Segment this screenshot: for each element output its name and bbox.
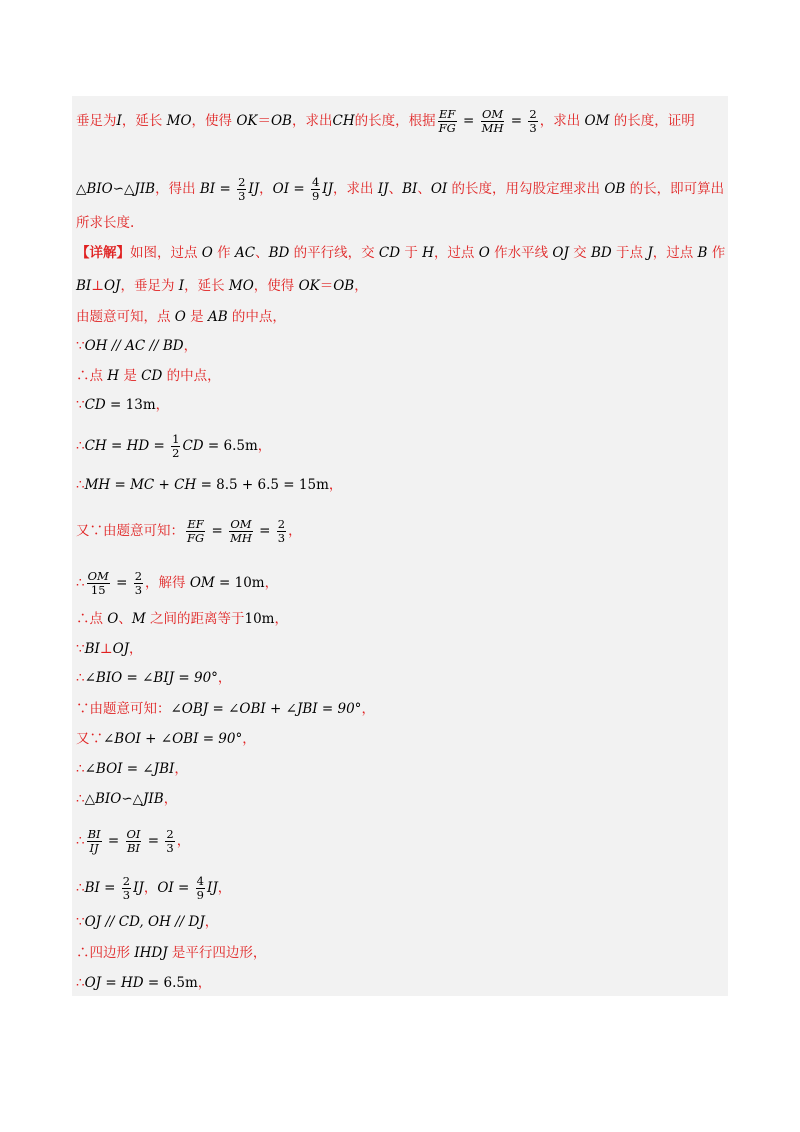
text-run: OJ [84,975,102,991]
fraction-numerator: BI [87,827,101,841]
text-run: ＝ [257,113,271,129]
text-run: = [289,181,309,197]
fraction-numerator: 4 [311,175,320,189]
text-line [76,277,368,295]
text-run: ，延长 [121,113,167,129]
fraction [122,875,131,902]
fraction [165,828,174,855]
fraction [277,518,286,545]
text-run: = 6.5m [203,438,258,454]
fraction-numerator: OM [230,517,252,531]
text-run: = 8.5 + 6.5 = 15m [196,477,329,493]
text-line [76,308,286,326]
text-run: I [116,113,122,129]
text-run: ，过点 [652,245,698,261]
text-run: 10m [244,611,275,627]
text-run: ∠BIO = ∠BIJ = 90° [84,670,218,686]
text-run: ，求出 [291,113,333,129]
fraction-denominator: BI [126,841,140,855]
solution-panel [72,96,728,996]
text-run: 垂足为 [76,113,117,129]
text-run: ∴ [76,670,85,686]
text-run: 作 [212,245,235,261]
text-line [76,476,342,494]
text-line [76,396,169,414]
fraction [87,828,102,855]
text-line [76,640,143,658]
text-run: 又∵ [76,731,103,747]
fraction [481,108,505,135]
text-run: 是 [119,368,142,384]
text-run: ，求出 [539,113,585,129]
fraction-denominator: MH [481,121,504,135]
text-run: O [107,611,119,627]
fraction-numerator: 2 [238,175,246,189]
text-run: = [99,880,120,896]
text-run: 的长度，证明 [609,113,695,129]
text-run: O [174,309,186,325]
text-run: ∠BOI = ∠JBI [84,761,175,777]
fraction [196,875,205,902]
text-run: CD [378,245,401,261]
text-run: ∴ [76,791,85,807]
text-run: △ [84,791,95,807]
text-run: OJ [103,278,121,294]
text-run: ∽ [121,791,133,807]
text-run: ∴ [76,438,85,454]
text-run: = 6.5m [143,975,198,991]
text-run: IJ [377,181,389,197]
text-run: BD [590,245,612,261]
text-run: IHDJ [134,945,168,961]
text-run: = [103,833,124,849]
text-run: ∴ [76,975,85,991]
text-line [76,700,375,718]
text-run: ∴ [76,477,85,493]
text-run: 的中点， [162,368,221,384]
text-run: ， [217,670,232,686]
text-line [76,790,177,808]
text-run: 又∵由题意可知： [76,523,184,539]
text-line [76,337,197,355]
text-run: CD [141,368,163,384]
text-line [76,974,211,992]
text-run: CH [84,438,107,454]
fraction-denominator: 3 [166,841,174,855]
text-run: ∵ [76,914,85,930]
text-run: ∽ [112,181,125,197]
text-line [76,610,288,628]
text-run: ， [174,761,188,777]
text-run: ， [354,278,368,294]
text-run: OJ [112,641,130,657]
text-run: OM [189,575,215,591]
text-run: IJ [322,181,334,197]
text-run: = [111,575,132,591]
text-run: OJ // CD, OH // DJ [84,914,205,930]
text-run: I [178,278,185,294]
text-run: ∴ [76,833,85,849]
text-run: ，求出 [333,181,378,197]
text-run: 的长度，根据 [354,113,436,129]
fraction [438,108,457,135]
text-run: HD [120,975,144,991]
text-run: + [154,477,175,493]
fraction-numerator: EF [187,517,204,531]
text-run: 的长度，用勾股定理求出 [447,181,605,197]
text-run: ， [361,701,375,717]
text-run: △ [124,181,135,197]
text-run: 的长，即可算出 [625,181,725,197]
text-line [76,730,256,748]
text-run: ， [204,914,219,930]
text-run: = 13m [105,397,156,413]
text-run: = [173,880,194,896]
text-run: H [107,368,120,384]
text-run: MH [84,477,111,493]
fraction-denominator: 3 [122,888,131,902]
text-run: MC [130,477,155,493]
text-line [76,944,266,962]
fraction [186,518,205,545]
text-run: JIB [134,181,156,197]
text-run: = [458,113,479,129]
text-run: ⊥ [91,278,104,294]
fraction-denominator: 3 [277,531,286,545]
text-run: JIB [143,791,164,807]
text-line [76,367,221,385]
text-line [76,913,218,931]
text-run: ，得出 [155,181,200,197]
text-run: O [201,245,213,261]
text-run: BI [199,181,216,197]
text-run: ，垂足为 [120,278,179,294]
text-run: = 10m [214,575,265,591]
text-run: 于点 [611,245,648,261]
fraction-numerator: 1 [172,432,180,446]
text-run: J [647,245,653,261]
fraction-denominator: IJ [89,841,99,855]
text-run: ∵由题意可知： [76,701,171,717]
fraction-numerator: 2 [529,107,537,121]
text-line [76,669,231,687]
text-run: 作 [707,245,726,261]
text-run: ， [264,575,279,591]
text-run: ∴点 [76,611,108,627]
text-run: ，过点 [433,245,479,261]
fraction-numerator: 2 [277,517,286,531]
text-run: BI [402,181,418,197]
text-run: IJ [206,880,218,896]
fraction [126,828,142,855]
text-run: OM [584,113,610,129]
text-run: BD [268,245,290,261]
fraction [229,518,253,545]
text-run: ， [129,641,143,657]
text-run: 、 [118,611,132,627]
text-run: ， [183,338,198,354]
text-run: CH [174,477,197,493]
text-run: 【详解】 [76,245,130,261]
fraction [134,570,143,597]
fraction [237,176,246,203]
text-run: ∴ [76,761,85,777]
text-run: = [506,113,527,129]
text-run: ，延长 [184,278,229,294]
text-line [76,108,695,135]
fraction-denominator: 3 [238,189,246,203]
text-line [76,176,724,203]
text-run: △ [132,791,144,807]
text-run: = [254,523,275,539]
text-run: CH [332,113,355,129]
text-run: OB [604,181,626,197]
fraction-numerator: OM [481,107,504,121]
text-run: OH // AC // BD [84,338,184,354]
text-run: HD [126,438,150,454]
text-run: 于 [400,245,423,261]
text-line [76,518,302,545]
text-run: 、 [388,181,403,197]
text-line [76,244,725,262]
text-run: = [149,438,170,454]
text-line [76,828,190,855]
text-run: ， [288,523,302,539]
text-run: CD [182,438,204,454]
text-run: = [110,477,131,493]
text-run: 的中点， [227,309,286,325]
text-run: MO [228,278,254,294]
text-run: BIO [94,791,122,807]
text-run: ， [197,975,212,991]
fraction-denominator: FG [438,121,456,135]
text-run: 的平行线，交 [289,245,379,261]
text-run: OB [270,113,292,129]
text-run: IJ [133,880,144,896]
text-run: ， [176,833,191,849]
text-run: ， [274,611,288,627]
fraction [171,433,180,460]
text-run: 如图，过点 [130,245,202,261]
text-line [76,760,188,778]
fraction-denominator: 2 [172,446,180,460]
text-run: OK [236,113,258,129]
fraction-numerator: EF [438,107,456,121]
text-run: = [143,833,164,849]
text-run: 所求长度. [76,215,135,231]
text-run: ∵ [76,397,85,413]
text-run: ， [155,397,170,413]
fraction-numerator: 2 [134,569,143,583]
text-run: = [101,975,121,991]
text-line [76,875,231,902]
text-run: OJ [552,245,569,261]
text-line [76,570,278,597]
text-run: H [422,245,434,261]
text-run: 是平行四边形， [167,945,267,961]
text-run: ∵ [76,338,85,354]
text-run: O [478,245,490,261]
fraction-denominator: 3 [529,121,537,135]
fraction [528,108,537,135]
text-run: BIO [86,181,113,197]
text-run: OK [298,278,320,294]
text-run: ，使得 [253,278,299,294]
text-line [76,214,134,232]
text-run: OI [272,181,290,197]
fraction-denominator: 15 [90,583,106,597]
text-run: MO [166,113,192,129]
text-run: ， [217,880,232,896]
text-run: 是 [185,309,208,325]
fraction-numerator: OI [126,827,141,841]
text-run: ∴ [76,880,85,896]
text-run: 交 [568,245,591,261]
text-run: M [131,611,146,627]
text-run: OB [333,278,355,294]
fraction-denominator: FG [187,531,205,545]
text-run: ∴点 [76,368,108,384]
text-run: ∵ [76,641,85,657]
text-run: = [106,438,127,454]
text-run: ，使得 [191,113,237,129]
text-run: ， [328,477,343,493]
fraction [311,176,320,203]
text-run: OI [157,880,174,896]
text-run: ∴ [76,575,85,591]
text-run: = [207,523,228,539]
text-run: OI [430,181,448,197]
text-run: 作水平线 [489,245,553,261]
fraction-denominator: 9 [196,888,204,902]
text-run: BI [84,641,100,657]
text-run: ， [143,880,158,896]
text-run: ， [163,791,178,807]
fraction-denominator: MH [230,531,252,545]
fraction-denominator: 3 [134,583,143,597]
text-run: = [215,181,236,197]
text-line [76,433,271,460]
text-run: IJ [248,181,260,197]
fraction-numerator: 2 [122,874,131,888]
fraction-numerator: OM [87,569,109,583]
text-run: B [697,245,708,261]
text-run: ， [257,438,272,454]
text-run: ， [242,731,256,747]
text-run: ， [259,181,273,197]
text-run: ，解得 [145,575,190,591]
text-run: ∠BOI + ∠OBI = 90° [103,731,243,747]
fraction-denominator: 9 [311,189,320,203]
text-run: 由题意可知，点 [76,309,175,325]
text-run: △ [76,181,87,197]
fraction-numerator: 4 [196,874,204,888]
text-run: ⊥ [99,641,113,657]
text-run: AC [234,245,256,261]
text-run: ＝ [319,278,334,294]
text-run: ∠OBJ = ∠OBI + ∠JBI = 90° [170,701,362,717]
text-run: 、 [417,181,431,197]
fraction-numerator: 2 [166,827,174,841]
text-run: CD [84,397,106,413]
text-run: AB [207,309,228,325]
text-run: 之间的距离等于 [145,611,245,627]
text-run: BI [84,880,100,896]
text-run: BI [76,278,92,294]
text-run: ∴四边形 [76,945,135,961]
text-run: 、 [255,245,269,261]
fraction [87,570,110,597]
